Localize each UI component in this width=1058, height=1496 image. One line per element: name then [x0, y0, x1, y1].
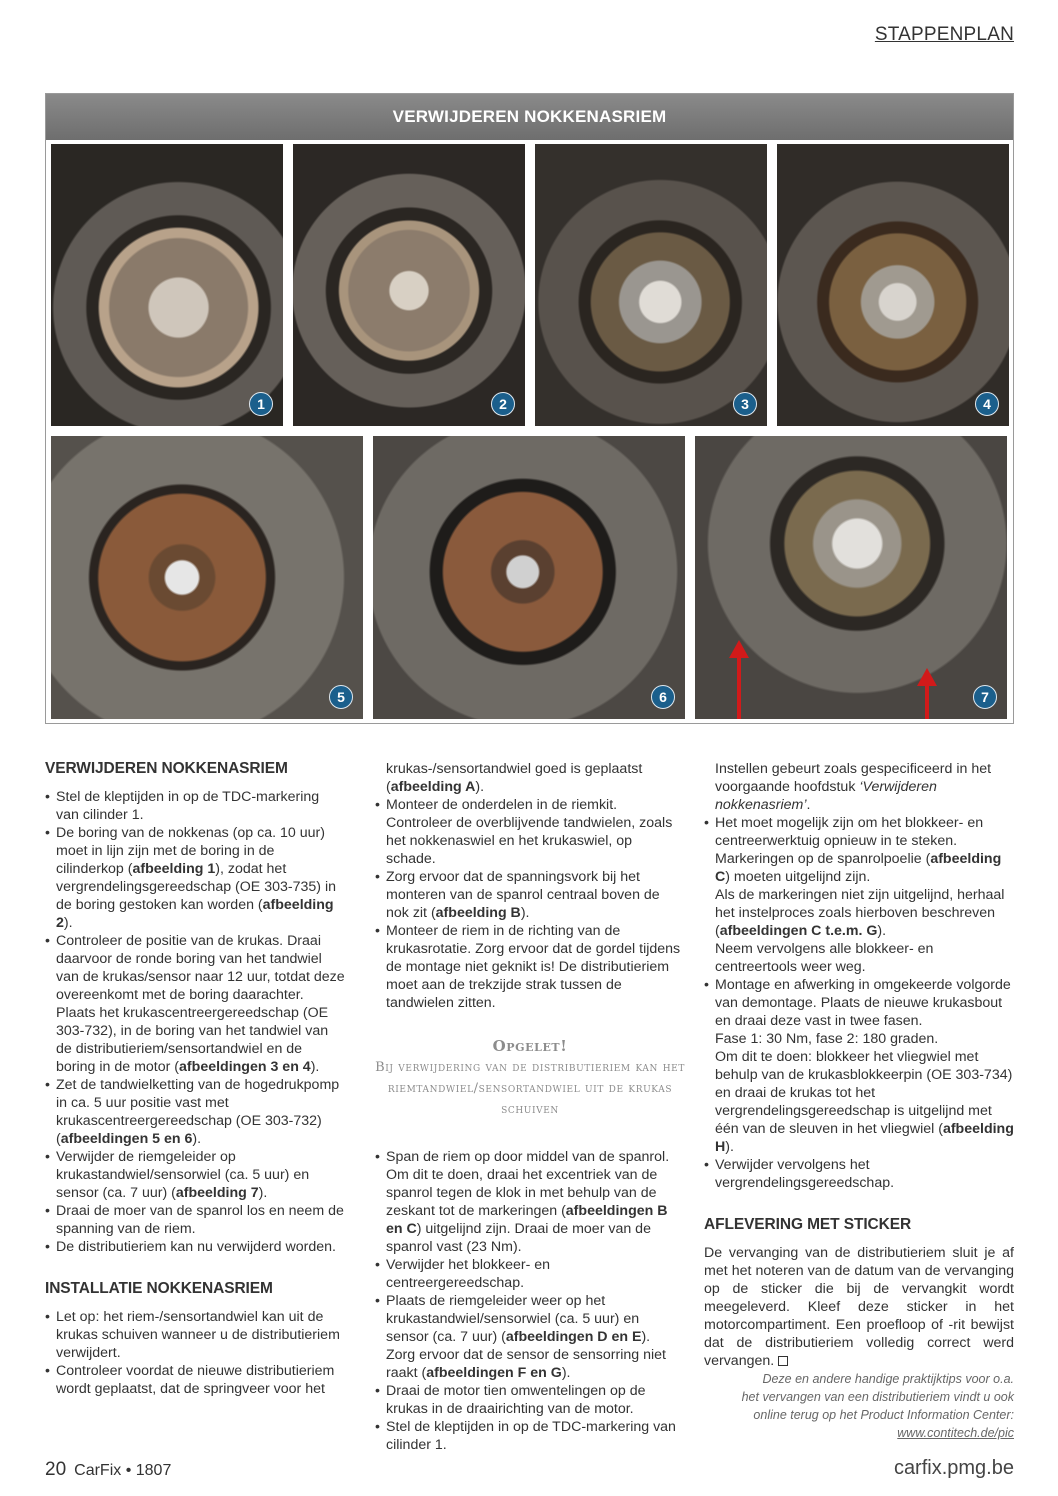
- photo-7: [695, 436, 1007, 719]
- instruction-list: [375, 796, 685, 1012]
- list-item: • Span de riem op door middel van de spanrol. Om dit te doen, draai het excentriek van de spanrol tegen de klok in met behulp van de zeskant tot de markeringen (afbeeldingen B en C) uitgelijnd zijn. Draai de moer van de spanrol vast (23 Nm).: [375, 1148, 685, 1256]
- high-pressure-pump-sprocket-photo: [51, 436, 363, 719]
- footer-page-info: [45, 1459, 171, 1481]
- list-item: • Stel de kleptijden in op de TDC-markering van cilinder 1.: [375, 1418, 685, 1454]
- instruction-list: [704, 814, 1014, 1192]
- list-item: • Let op: het riem-/sensortandwiel kan uit de krukas schuiven wanneer u de distributieriem verwijdert.: [45, 1308, 345, 1362]
- photo-5: [51, 436, 363, 719]
- continued-text: krukas-/sensortandwiel goed is geplaatst (afbeelding A).: [386, 761, 643, 795]
- instruction-list: [45, 1308, 345, 1398]
- photo-number-badge: 4: [975, 392, 999, 416]
- list-item: • Zorg ervoor dat de spanningsvork bij het monteren van de spanrol centraal boven de nok zit (afbeelding B).: [375, 868, 685, 922]
- list-item: • Montage en afwerking in omgekeerde volgorde van demontage. Plaats de nieuwe krukasbout en draai deze vast in twee fasen. Fase 1: 30 Nm, fase 2: 180 graden. Om dit te doen: blokkeer het vliegwiel met behulp van de krukasblokkeerpin (OE 303-734) en draai de krukas tot het vergrendelingsgereedschap is uitgelijnd met één van de sleuven in het vliegwiel (afbeelding H).: [704, 976, 1014, 1156]
- section-heading: AFLEVERING MET STICKER: [704, 1216, 912, 1233]
- photo-1: [51, 144, 283, 426]
- list-item: • Verwijder de riemgeleider op krukastandwiel/sensorwiel (ca. 5 uur) en sensor (ca. 7 uur) (afbeelding 7).: [45, 1148, 345, 1202]
- contitech-link[interactable]: www.contitech.de/pic: [897, 1426, 1014, 1440]
- photo-4: [777, 144, 1009, 426]
- figure-panel: [45, 93, 1014, 724]
- list-item: • Verwijder vervolgens het vergrendelingsgereedschap.: [704, 1156, 1014, 1192]
- photo-number-badge: 1: [249, 392, 273, 416]
- figure-banner: [46, 94, 1013, 140]
- crankshaft-centering-tool-photo: [777, 144, 1009, 426]
- page-number: 20: [45, 1459, 67, 1480]
- caution-box: [375, 1036, 685, 1120]
- photo-number-badge: 3: [733, 392, 757, 416]
- list-item: • Controleer de positie van de krukas. Draai daarvoor de ronde boring van het tandwiel van de krukas/sensor naar 12 uur, totdat deze overeenkomt met de boring daarachter. Plaats het krukascentreergereedschap (OE 303-732), in de boring van het tandwiel van de distributieriem/sensortandwiel en de boring in de motor (afbeeldingen 3 en 4).: [45, 932, 345, 1076]
- photo-number-badge: 6: [651, 685, 675, 709]
- list-item: • Draai de moer van de spanrol los en neem de spanning van de riem.: [45, 1202, 345, 1238]
- list-item: • Verwijder het blokkeer- en centreergereedschap.: [375, 1256, 685, 1292]
- instruction-list: [375, 1148, 685, 1454]
- text-column-3: [704, 760, 1014, 1442]
- caution-text: Bij verwijdering van de distributieriem kan het riemtandwiel/sensortandwiel uit de krukas schuiven: [375, 1060, 685, 1117]
- camshaft-sprocket-drill-photo: [51, 144, 283, 426]
- tip-note: Deze en andere handige praktijktips voor o.a. het vervangen van een distributieriem vindt u ook online terug op het Product Information Center: www.contitech.de/pic: [704, 1370, 1014, 1442]
- camshaft-sprocket-locking-pin-photo: [293, 144, 525, 426]
- magazine-issue: CarFix • 1807: [74, 1462, 172, 1479]
- photo-number-badge: 7: [973, 685, 997, 709]
- list-item: • Plaats de riemgeleider weer op het krukastandwiel/sensorwiel (ca. 5 uur) en sensor (ca. 7 uur) (afbeeldingen D en E). Zorg ervoor dat de sensor de sensorring niet raakt (afbeeldingen F en G).: [375, 1292, 685, 1382]
- closing-paragraph: De vervanging van de distributieriem sluit je af met het noteren van de datum van de vervanging op de sticker die bij de vervangkit wordt meegeleverd. Kleef deze sticker in het motorcompartiment. Een proefloop of -rit bewijst dat de distributieriem volledig correct werd vervangen.: [704, 1245, 1014, 1369]
- instruction-list: [45, 788, 345, 1256]
- list-item: • Monteer de onderdelen in de riemkit. Controleer de overblijvende tandwielen, zoals het nokkenaswiel en het krukaswiel, op schade.: [375, 796, 685, 868]
- photo-number-badge: 5: [329, 685, 353, 709]
- list-item: • De distributieriem kan nu verwijderd worden.: [45, 1238, 345, 1256]
- photo-6: [373, 436, 685, 719]
- list-item: • De boring van de nokkenas (op ca. 10 uur) moet in lijn zijn met de boring in de cilinderkop (afbeelding 1), zodat het vergrendelingsgereedschap (OE 303-735) in de boring gestoken kan worden (afbeelding 2).: [45, 824, 345, 932]
- photo-2: [293, 144, 525, 426]
- end-square-icon: [778, 1356, 788, 1366]
- list-item: • Het moet mogelijk zijn om het blokkeer- en centreerwerktuig opnieuw in te steken. Markeringen op de spanrolpoelie (afbeelding C) moeten uitgelijnd zijn. Als de markeringen niet zijn uitgelijnd, herhaal het instelproces zoals hierboven beschreven (afbeeldingen C t.e.m. G). Neem vervolgens alle blokkeer- en centreertools weer weg.: [704, 814, 1014, 976]
- section-heading: VERWIJDEREN NOKKENASRIEM: [45, 760, 288, 777]
- caution-title: Opgelet!: [492, 1037, 568, 1055]
- list-item: • Stel de kleptijden in op de TDC-markering van cilinder 1.: [45, 788, 345, 824]
- crankshaft-sensor-wheel-photo: [535, 144, 767, 426]
- continued-text: Instellen gebeurt zoals gespecificeerd in het voorgaande hoofdstuk ‘Verwijderen nokkenasriem’.: [715, 761, 992, 813]
- photo-number-badge: 2: [491, 392, 515, 416]
- list-item: • Controleer voordat de nieuwe distributieriem wordt geplaatst, dat de springveer voor het: [45, 1362, 345, 1398]
- list-item: • Monteer de riem in de richting van de krukasrotatie. Zorg ervoor dat de gordel tijdens de montage niet geknikt is! De distributieriem moet aan de trekzijde strak tussen de tandwielen zitten.: [375, 922, 685, 1012]
- section-heading: INSTALLATIE NOKKENASRIEM: [45, 1280, 273, 1297]
- red-arrow-icon: [695, 436, 1007, 719]
- figure-title: VERWIJDEREN NOKKENASRIEM: [392, 107, 667, 126]
- section-tag: STAPPENPLAN: [874, 24, 1014, 45]
- photo-3: [535, 144, 767, 426]
- text-column-1: [45, 760, 345, 1398]
- text-column-2: [375, 760, 685, 1454]
- list-item: • Zet de tandwielketting van de hogedrukpomp in ca. 5 uur positie vast met krukascentreergereedschap (OE 303-732) (afbeeldingen 5 en 6).: [45, 1076, 345, 1148]
- pump-sprocket-centering-tool-photo: [373, 436, 685, 719]
- footer-site[interactable]: carfix.pmg.be: [893, 1457, 1014, 1479]
- list-item: • Draai de motor tien omwentelingen op de krukas in de draairichting van de motor.: [375, 1382, 685, 1418]
